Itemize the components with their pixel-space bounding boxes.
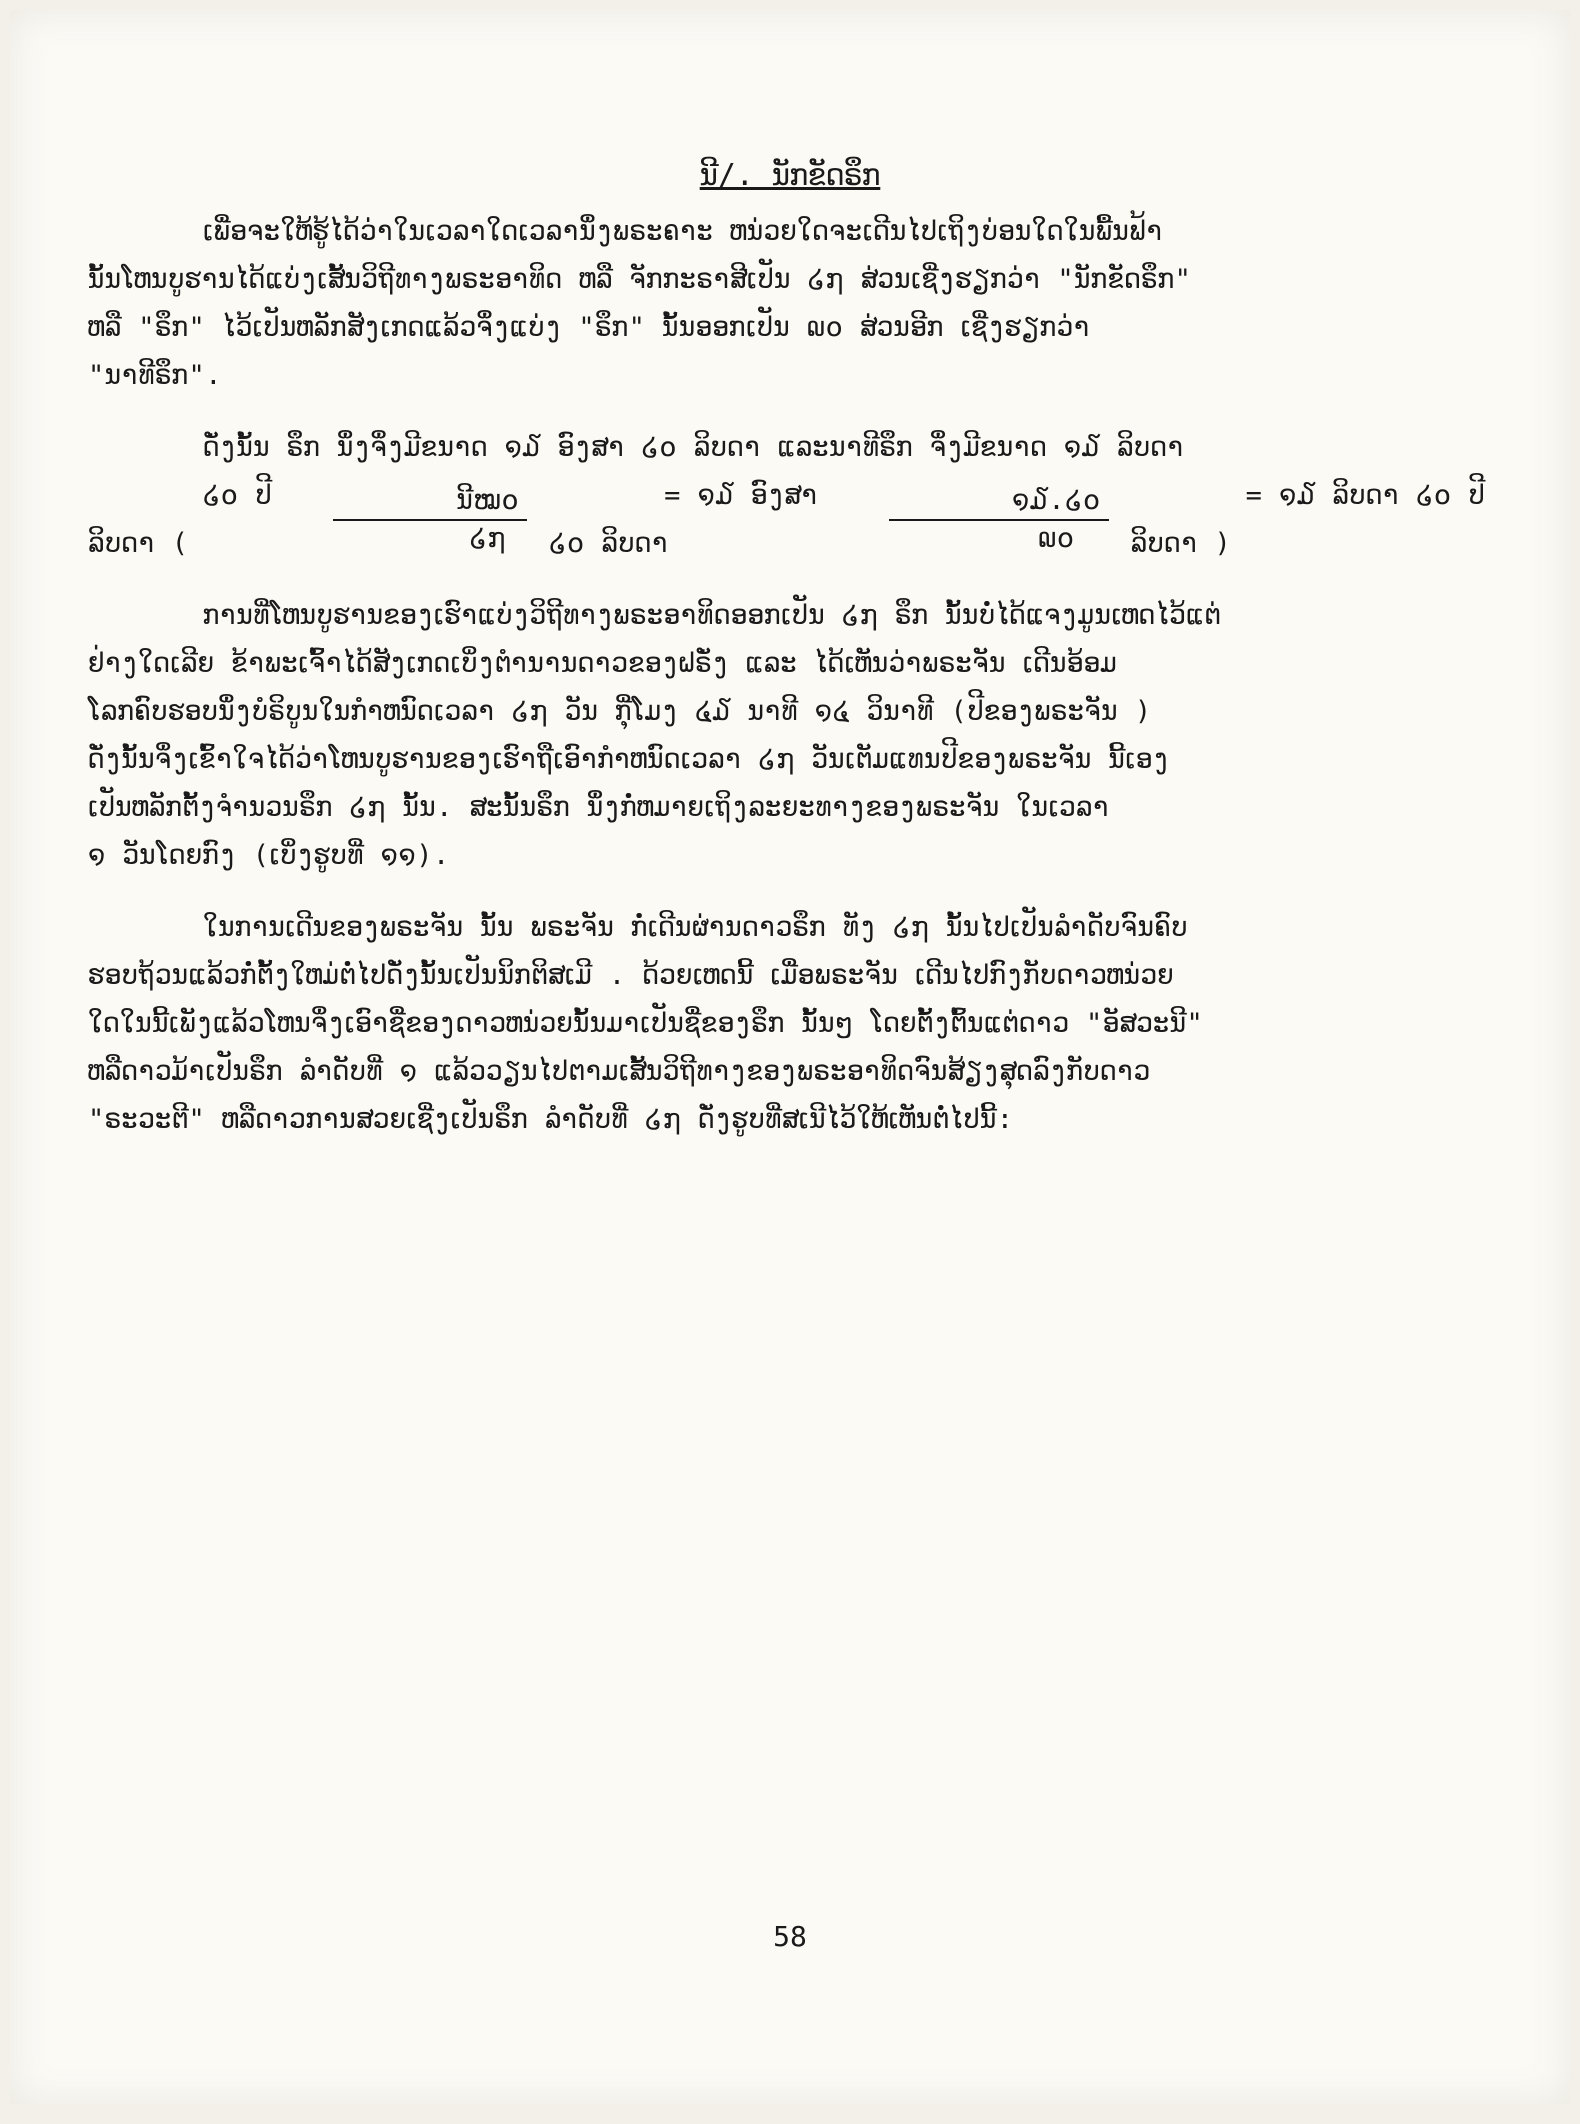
fraction-lead-text: ໒໐ ປີລິບດາ ( — [88, 480, 272, 559]
section-heading: ນີ/. ນັກຂັດຣຶກ — [699, 158, 881, 193]
fraction-2 — [889, 483, 1109, 557]
text-line: ນັ້ນໂຫນບູຮານໄດ້ແບ່ງເສັ້ນວິຖີທາງພຣະອາທິດ ຫລື ຈັກກະຣາສີເປັນ ໒໗ ສ່ວນເຊີ່ງຮຽກວ່າ "ນັກຂັດຣຶກ" — [88, 264, 1192, 295]
fraction-equation — [88, 472, 1488, 568]
text-line: ການທີ່ໂຫນບູຮານຂອງເຮົາແບ່ງວິຖີທາງພຣະອາທິດອອກເປັນ ໒໗ ຣຶກ ນັ້ນບໍ່ໄດ້ແຈງມູນເຫດໄວ້ແຕ່ — [203, 600, 1221, 631]
fraction-2-numerator: ໑໓.໒໐ — [889, 483, 1109, 521]
text-line: ເປັນຫລັກຕັ້ງຈຳນວນຣຶກ ໒໗ ນັ້ນ. ສະນັ້ນຣຶກ ນຶ່ງກໍ່ຫມາຍເຖິງລະຍະທາງຂອງພຣະຈັນ ໃນເວລາ — [88, 792, 1110, 823]
fraction-1 — [333, 483, 527, 557]
equation-result-2: = ໑໓ ລິບດາ ໒໐ ປີລິບດາ ) — [1130, 480, 1486, 559]
text-line: "ຣະວະຕີ" ຫລືດາວການສວຍເຊີ່ງເປັນຣຶກ ລຳດັບທີ່ ໒໗ ດັ່ງຮູບທີ່ສເນີໄວ້ໃຫ້ເຫັນຕໍ່ໄປນີ້: — [88, 1104, 1014, 1135]
page-number: 58 — [773, 1920, 807, 1953]
text-line: ເພື່ອຈະໃຫ້ຮູ້ໄດ້ວ່າໃນເວລາໃດເວລານຶ່ງພຣະຄາະ ຫນ່ວຍໃດຈະເດີນໄປເຖິງບ່ອນໃດໃນພື້ນຟ້າ — [203, 216, 1163, 247]
paragraph-2 — [88, 424, 1488, 568]
text-line: "ນາທີຣຶກ". — [88, 360, 223, 391]
paragraph-1 — [88, 208, 1488, 400]
text-line: ໃດໃນນີ້ເພັງແລ້ວໂຫນຈຶ່ງເອົາຊື່ຂອງດາວຫນ່ວຍນັ້ນມາເປັນຊື່ຂອງຣຶກ ນັ້ນໆ ໂດຍຕັ້ງຕົ້ນແຕ່ດາວ "ອັສວະນີ" — [88, 1008, 1204, 1039]
fraction-1-numerator: ນີໝ໐ — [333, 483, 527, 521]
text-line: ໑ ວັນໂດຍກົງ (ເບິ່ງຮູບທີ່ ໑໑). — [88, 840, 450, 871]
text-line: ດັ່ງນັ້ນຈຶ່ງເຂົ້າໃຈໄດ້ວ່າໂຫນບູຮານຂອງເຮົາຖືເອົາກຳຫນົດເວລາ ໒໗ ວັນເຕັມແທນປີຂອງພຣະຈັນ ນີ້ເອງ — [88, 744, 1170, 775]
paragraph-4 — [88, 904, 1488, 1144]
equation-result-1: = ໑໓ ອົງສາ ໒໐ ລິບດາ — [549, 480, 818, 559]
document-page — [10, 10, 1570, 2104]
text-line: ຢ່າງໃດເລີຍ ຂ້າພະເຈົ້າໄດ້ສັງເກດເບິ່ງຕຳນານດາວຂອງຝຣັ່ງ ແລະ ໄດ້ເຫັນວ່າພຣະຈັນ ເດີນອ້ອມ — [88, 648, 1118, 679]
paragraph-3 — [88, 592, 1488, 880]
text-line: ໃນການເດີນຂອງພຣະຈັນ ນັ້ນ ພຣະຈັນ ກໍ່ເດີນຜ່ານດາວຣຶກ ທັງ ໒໗ ນັ້ນໄປເປັນລຳດັບຈົນຄົບ — [203, 912, 1188, 943]
text-line: ຫລືດາວມ້າເປັນຣຶກ ລຳດັບທີ່ ໑ ແລ້ວວຽນໄປຕາມເສັ້ນວິຖີທາງຂອງພຣະອາທິດຈົນສ້ຽງສຸດລົງກັບດາວ — [88, 1056, 1151, 1087]
text-line: ດັ່ງນັ້ນ ຣຶກ ນຶ່ງຈຶ່ງມີຂນາດ ໑໓ ອົງສາ ໒໐ ລິບດາ ແລະນາທີຣຶກ ຈຶ່ງມີຂນາດ ໑໓ ລິບດາ — [203, 432, 1185, 463]
fraction-2-denominator: ໙໐ — [1038, 523, 1075, 554]
document-body — [88, 208, 1488, 1168]
text-line: ຫລື "ຣຶກ" ໄວ້ເປັນຫລັກສັງເກດແລ້ວຈຶ່ງແບ່ງ "ຣຶກ" ນັ້ນອອກເປັນ ໙໐ ສ່ວນອີກ ເຊີ່ງຮຽກວ່າ — [88, 312, 1091, 343]
text-line: ໂລກຄົບຮອບນຶ່ງບໍຣິບູນໃນກຳຫນົດເວລາ ໒໗ ວັນ ກຸ່ີ່ໂມງ ໔໓ ນາທີ ໑໔ ວິນາທີ (ປີຂອງພຣະຈັນ ) — [88, 696, 1152, 727]
fraction-1-denominator: ໒໗ — [469, 523, 507, 554]
text-line: ຮອບຖ້ວນແລ້ວກໍ່ຕັ້ງໃຫມ່ຕໍ່ໄປດັ່ງນັ້ນເປັນນິກຕິສເມີ . ດ້ວຍເຫດນີ້ ເມື່ອພຣະຈັນ ເດີນໄປກົງກັບດາວຫນ່ວຍ — [88, 960, 1174, 991]
